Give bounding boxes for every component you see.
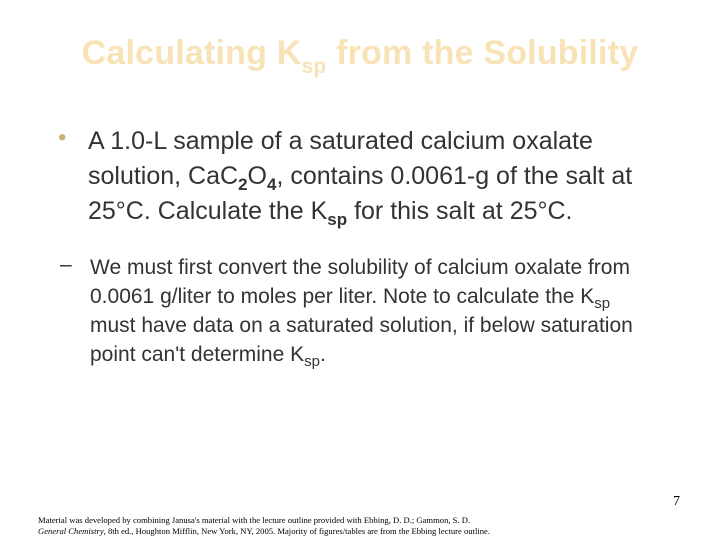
subbullet-sub-2: sp: [304, 353, 320, 370]
main-bullet: [58, 124, 668, 229]
footer-book-title: General Chemistry: [38, 526, 104, 536]
title-text-pre: Calculating K: [81, 34, 302, 72]
bullet-text-1: A 1.0-L sample of a saturated calcium oxalate solution, CaC: [88, 127, 593, 190]
title-text-post: from the Solubility: [326, 34, 639, 72]
subbullet-sub-1: sp: [594, 295, 611, 312]
dash-bullet-icon: –: [60, 253, 72, 276]
subbullet-text-2: must have data on a saturated solution, if below saturation point can't determine K: [90, 314, 633, 366]
page-number: 7: [673, 494, 680, 509]
sub-bullet: [60, 253, 640, 369]
footer-text-2: , 8th ed., Houghton Mifflin, New York, NY, 2005. Majority of figures/tables are from the Ebbing lecture outline.: [103, 526, 490, 536]
subbullet-text-3: .: [319, 343, 326, 366]
bullet-text-3: , contains 0.0061-g of the salt at 25°C. Calculate the K: [88, 162, 633, 225]
slide-title: [0, 34, 720, 79]
footer-text-1: Material was developed by combining Janusa's material with the lecture outline provided with Ebbing, D. D.; Gammon, S. D.: [38, 515, 471, 525]
footer-citation: [38, 515, 498, 537]
bullet-text-4: for this salt at 25°C.: [347, 197, 573, 225]
subbullet-text-1: We must first convert the solubility of calcium oxalate from 0.0061 g/liter to moles per liter. Note to calculate the K: [90, 256, 630, 308]
title-subscript: sp: [301, 55, 327, 78]
main-bullet-text: [88, 124, 668, 229]
bullet-dot-icon: •: [58, 124, 67, 151]
bullet-sub-1: 2: [238, 175, 248, 194]
bullet-text-2: O: [247, 162, 267, 190]
bullet-sub-3: sp: [327, 210, 348, 229]
sub-bullet-text: [90, 253, 640, 369]
bullet-sub-2: 4: [267, 175, 277, 194]
